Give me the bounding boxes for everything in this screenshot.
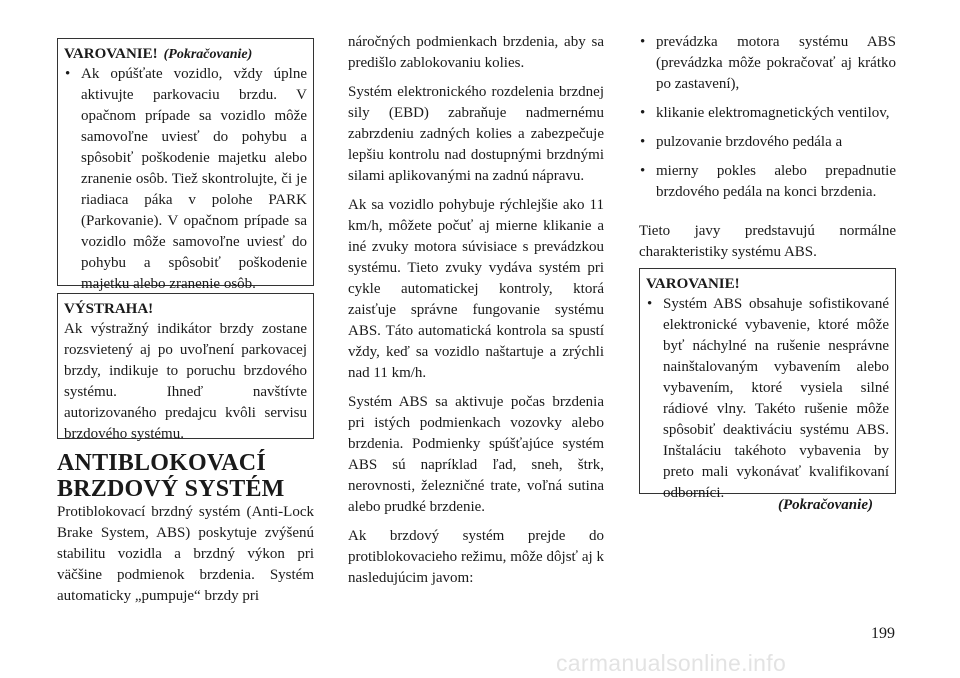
continued-label: (Pokračovanie) bbox=[778, 497, 873, 513]
warning-bullet: • Ak opúšťate vozidlo, vždy úplne aktivujte parkovaciu brzdu. V opačnom prípade sa vozidlo môže samovoľne uviesť do pohybu a spôsobiť poškodenie majetku alebo zranenie osôb. Tiež skontrolujte, či je riadiaca páka v polohe PARK (Parkovanie). V opačnom prípade sa vozidlo môže samovoľne uviesť do pohybu a spôsobiť poškodenie majetku alebo zranenie osôb. bbox=[65, 66, 307, 292]
section-heading: ANTIBLOKOVACÍ BRZDOVÝ SYSTÉM bbox=[57, 450, 285, 502]
middle-column bbox=[348, 32, 604, 597]
body-paragraph: Systém elektronického rozdelenia brzdnej sily (EBD) zabraňuje nadmernému zabrzdeniu zadných kolies a zabezpečuje lepšiu kontrolu nad dostupnými brzdnými silami aplikovanými na zadnú nápravu. bbox=[348, 84, 604, 184]
watermark: carmanualsonline.info bbox=[556, 650, 787, 676]
body-paragraph: Ak sa vozidlo pohybuje rýchlejšie ako 11 km/h, môžete počuť aj mierne klikanie a iné zvuky motora súvisiace s prevádzkou systému. Tieto zvuky vydáva systém pri cykle automatickej kontroly, ktorá zaisťuje správne fungovanie systému ABS. Táto automatická kontrola sa spustí vždy, keď sa vozidlo naštartuje a zrýchli nad 11 km/h. bbox=[348, 197, 604, 381]
body-paragraph: Ak brzdový systém prejde do protiblokovacieho režimu, môže dôjsť aj k nasledujúcim javom: bbox=[348, 528, 604, 586]
intro-paragraph: Protiblokovací brzdný systém (Anti-Lock Brake System, ABS) poskytuje zvýšenú stabilitu vozidla a brzdný výkon pri väčšine podmienok brzdenia. Systém automaticky „pumpuje“ brzdy pri bbox=[57, 504, 314, 604]
list-item: • mierny pokles alebo prepadnutie brzdového pedála na konci brzdenia. bbox=[640, 163, 896, 200]
warning-box-abs bbox=[639, 268, 896, 501]
warning-title-continued: (Pokračovanie) bbox=[163, 47, 253, 62]
warning-box-continued bbox=[57, 38, 314, 292]
body-paragraph: Systém ABS sa aktivuje počas brzdenia pri istých podmienkach vozovky alebo brzdenia. Podmienky spúšťajúce systém ABS sú napríklad ľad, sneh, štrk, nerovnosti, železničné trate, voľná sutina alebo prudké brzdenie. bbox=[348, 394, 604, 515]
list-item: • pulzovanie brzdového pedála a bbox=[640, 134, 843, 150]
right-paragraph: Tieto javy predstavujú normálne charakteristiky systému ABS. bbox=[639, 223, 896, 260]
caution-box bbox=[57, 293, 314, 442]
list-item: • prevádzka motora systému ABS (prevádzka môže pokračovať aj krátko po zastavení), bbox=[640, 34, 896, 92]
warning-bullet: • Systém ABS obsahuje sofistikované elektronické vybavenie, ktoré môže byť náchylné na rušenie nesprávne nainštalovaným vybavením alebo vybavením, ktoré vysiela silné rádiové vlny. Takéto rušenie môže spôsobiť deaktiváciu systému ABS. Inštaláciu takéhoto vybavenia by preto mali vykonávať kvalifikovaní odborníci. bbox=[647, 296, 889, 501]
caution-title: VÝSTRAHA! bbox=[64, 301, 154, 317]
right-bullet-list bbox=[639, 32, 896, 211]
caution-text: Ak výstražný indikátor brzdy zostane rozsvietený aj po uvoľnení parkovacej brzdy, indikuje to poruchu brzdového systému. Ihneď navštívte autorizovaného predajcu kvôli servisu brzdového systému. bbox=[64, 321, 307, 442]
warning-title: VAROVANIE! bbox=[646, 276, 740, 292]
warning-title: VAROVANIE! (Pokračovanie) bbox=[64, 46, 253, 62]
page-number: 199 bbox=[871, 625, 895, 642]
list-item: • klikanie elektromagnetických ventilov, bbox=[640, 105, 890, 121]
body-paragraph: náročných podmienkach brzdenia, aby sa predišlo zablokovaniu kolies. bbox=[348, 34, 604, 71]
